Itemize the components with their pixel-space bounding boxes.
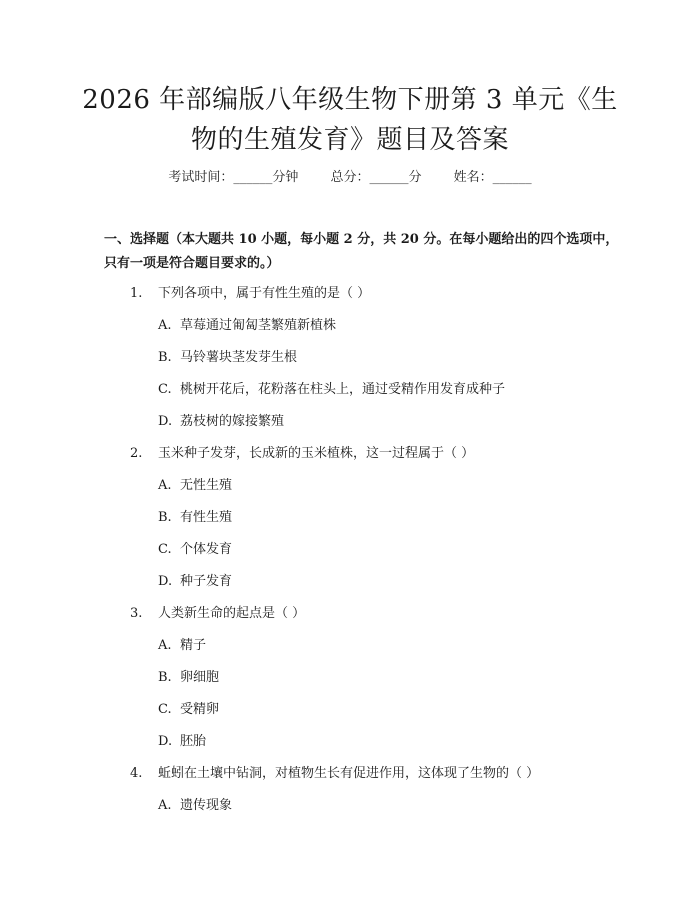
option-text: 受精卵 — [180, 702, 220, 717]
section-heading: 一、选择题（本大题共 10 小题，每小题 2 分，共 20 分。在每小题给出的四个选项中，只有一项是符合题目要求的。） — [104, 232, 619, 271]
option-letter: D. — [158, 414, 173, 429]
option-text: 个体发育 — [180, 542, 233, 557]
option-text: 有性生殖 — [180, 510, 233, 525]
question-4-option-a — [0, 790, 700, 822]
option-text: 卵细胞 — [180, 670, 220, 685]
option-text: 桃树开花后，花粉落在柱头上，通过受精作用发育成种子 — [180, 382, 506, 397]
option-letter: D. — [158, 734, 173, 749]
question-stem: 下列各项中，属于有性生殖的是（ ） — [158, 286, 371, 301]
option-letter: B. — [158, 510, 172, 525]
option-letter: B. — [158, 350, 172, 365]
question-3-option-c — [0, 694, 700, 726]
question-1-option-b — [0, 342, 700, 374]
question-3-option-a — [0, 630, 700, 662]
exam-info — [0, 168, 700, 188]
question-stem: 蚯蚓在土壤中钻洞，对植物生长有促进作用，这体现了生物的（ ） — [158, 766, 540, 781]
exam-time-field: 考试时间：______分钟 — [168, 170, 299, 185]
question-stem: 玉米种子发芽，长成新的玉米植株，这一过程属于（ ） — [158, 446, 475, 461]
question-stem: 人类新生命的起点是（ ） — [158, 606, 306, 621]
title-line-2: 物的生殖发育》题目及答案 — [190, 125, 509, 155]
option-text: 荔枝树的嫁接繁殖 — [180, 414, 285, 429]
title-line-1: 2026 年部编版八年级生物下册第 3 单元《生 — [82, 85, 618, 115]
option-letter: A. — [158, 798, 172, 813]
option-text: 精子 — [180, 638, 207, 653]
option-letter: A. — [158, 638, 172, 653]
option-text: 草莓通过匍匐茎繁殖新植株 — [180, 318, 337, 333]
question-1-option-c — [0, 374, 700, 406]
question-1 — [0, 278, 700, 310]
question-list — [0, 278, 700, 822]
document-title — [60, 80, 640, 160]
question-2-option-d — [0, 566, 700, 598]
option-text: 种子发育 — [180, 574, 233, 589]
question-number: 2. — [130, 446, 143, 461]
question-2-option-a — [0, 470, 700, 502]
total-score-field: 总分：______分 — [330, 170, 422, 185]
option-text: 遗传现象 — [180, 798, 233, 813]
question-4 — [0, 758, 700, 790]
question-1-option-a — [0, 310, 700, 342]
question-2-option-c — [0, 534, 700, 566]
question-3-option-b — [0, 662, 700, 694]
option-letter: A. — [158, 318, 172, 333]
question-2 — [0, 438, 700, 470]
question-number: 3. — [130, 606, 143, 621]
question-2-option-b — [0, 502, 700, 534]
option-text: 无性生殖 — [180, 478, 233, 493]
option-letter: D. — [158, 574, 173, 589]
question-3 — [0, 598, 700, 630]
option-letter: C. — [158, 702, 172, 717]
option-letter: A. — [158, 478, 172, 493]
option-letter: C. — [158, 542, 172, 557]
option-text: 马铃薯块茎发芽生根 — [180, 350, 298, 365]
option-text: 胚胎 — [180, 734, 207, 749]
question-number: 4. — [130, 766, 143, 781]
question-1-option-d — [0, 406, 700, 438]
question-number: 1. — [130, 286, 143, 301]
student-name-field: 姓名：______ — [453, 170, 532, 185]
option-letter: C. — [158, 382, 172, 397]
question-3-option-d — [0, 726, 700, 758]
option-letter: B. — [158, 670, 172, 685]
